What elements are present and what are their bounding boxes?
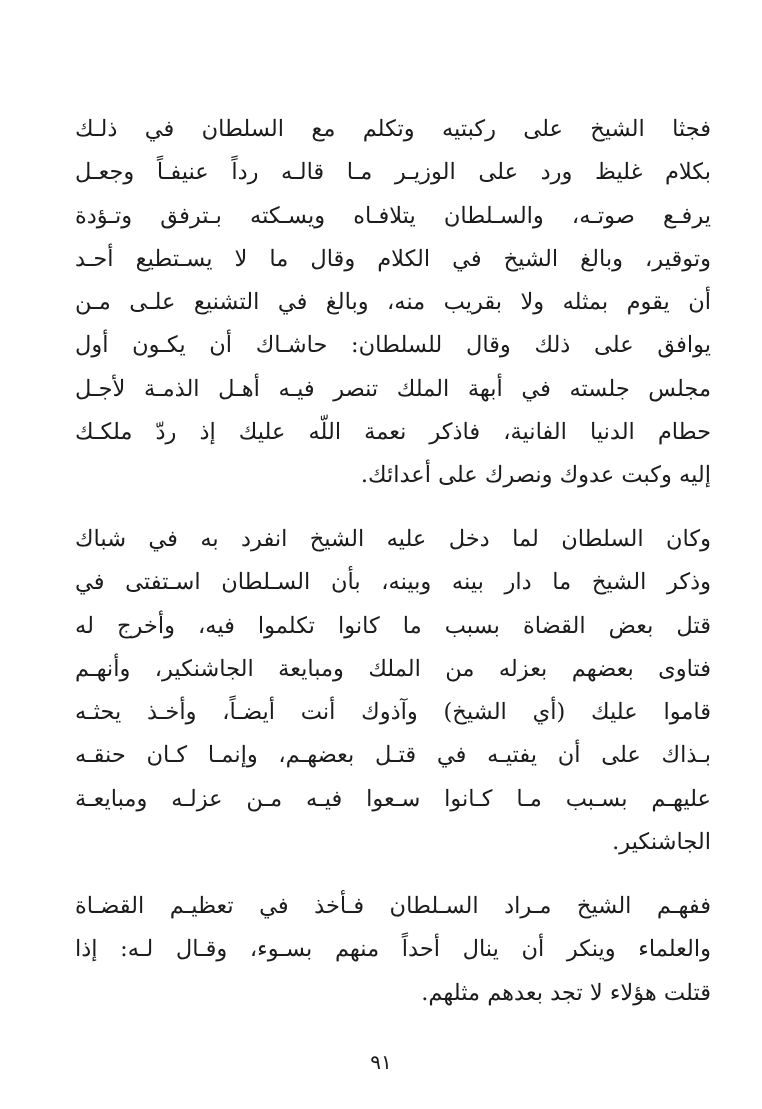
text-line: عليهـم بسـبب مـا كـانوا سـعوا فيـه مـن عزلـه ومبايعـة	[75, 785, 711, 812]
text-line: ففهـم الشيخ مـراد السـلطان فـأخذ في تعظيـم القضـاة	[75, 893, 711, 919]
text-line: بكلام غليظ ورد على الوزيـر مـا قالـه رداً عنيفـاً وجعـل	[75, 159, 711, 186]
text-line: أن يقوم بمثله ولا بقريب منه، وبالغ في التشنيع علـى مـن	[75, 289, 711, 316]
text-line: يرفـع صوتـه، والسـلطان يتلافـاه ويسـكته بـترفق وتـؤدة	[75, 202, 711, 229]
text-line: مجلس جلسته في أبهة الملك تنصر فيـه أهـل الذمـة لأجـل	[75, 375, 711, 402]
paragraph-1	[75, 108, 711, 498]
page-number: ٩١	[370, 1050, 392, 1074]
text-line: حطام الدنيا الفانية، فاذكر نعمة اللّه عليك إذ ردّ ملكـك	[75, 419, 711, 446]
text-line: وتوقير، وبالغ الشيخ في الكلام وقال ما لا يسـتطيع أحـد	[75, 245, 711, 272]
text-line: قاموا عليك (أي الشيخ) وآذوك أنت أيضـاً، وأخـذ يحثـه	[75, 699, 711, 726]
text-line: والعلماء وينكر أن ينال أحداً منهم بسـوء، وقـال لـه: إذا	[75, 936, 711, 963]
text-line: إليه وكبت عدوك ونصرك على أعدائك.	[360, 462, 711, 489]
paragraph-3	[75, 885, 711, 1015]
text-line: قتلت هؤلاء لا تجد بعدهم مثلهم.	[421, 979, 711, 1006]
text-line: الجاشنكير.	[612, 829, 711, 856]
text-line: وذكر الشيخ ما دار بينه وبينه، بأن السـلطان اسـتفتى في	[75, 569, 711, 596]
text-line: فجثا الشيخ على ركبتيه وتكلم مع السلطان في ذلـك	[75, 116, 711, 142]
text-line: بـذاك على أن يفتيـه في قتـل بعضهـم، وإنمـا كـان حنقـه	[75, 742, 711, 769]
paragraph-2	[75, 518, 711, 864]
text-line: وكان السلطان لما دخل عليه الشيخ انفرد به في شباك	[75, 526, 711, 552]
text-line: فتاوى بعضهم بعزله من الملك ومبايعة الجاشنكير، وأنهـم	[75, 655, 711, 682]
text-line: يوافق على ذلك وقال للسلطان: حاشـاك أن يكـون أول	[75, 332, 711, 359]
text-line: قتل بعض القضاة بسبب ما كانوا تكلموا فيه، وأخرج له	[75, 612, 711, 639]
